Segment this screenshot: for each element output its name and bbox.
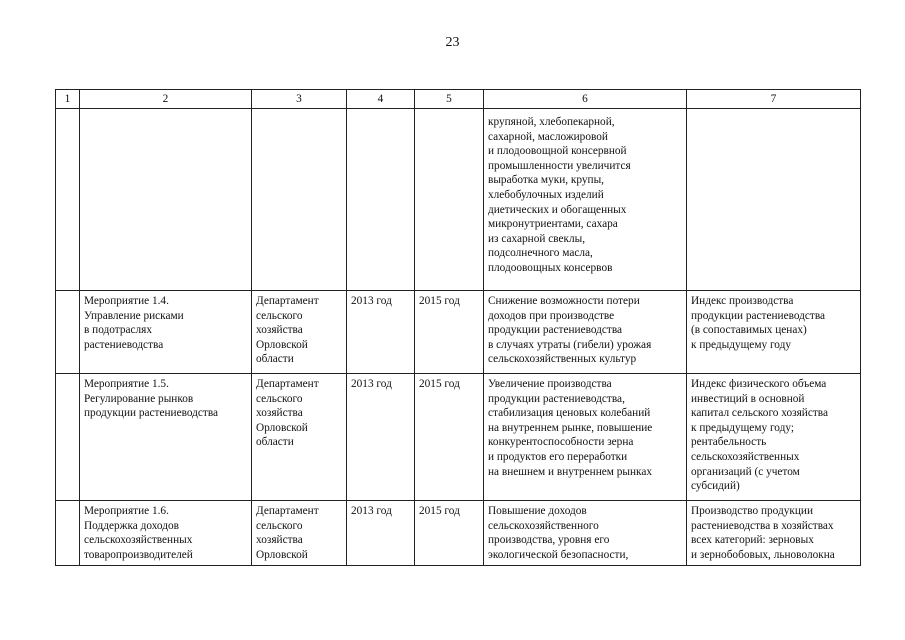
row-number-cell: [56, 291, 80, 374]
measure-name-cell: Мероприятие 1.6. Поддержка доходов сельскохозяйственных товаропроизводителей: [80, 501, 252, 566]
start-year-cell: 2013 год: [347, 291, 415, 374]
row-number-cell: [56, 501, 80, 566]
header-cell-1: 1: [56, 90, 80, 109]
table-row: [56, 109, 861, 291]
measure-name-cell: [80, 109, 252, 291]
executor-cell: [252, 109, 347, 291]
header-cell-3: 3: [252, 90, 347, 109]
executor-cell: Департамент сельского хозяйства Орловской области: [252, 291, 347, 374]
indicator-cell: [687, 109, 861, 291]
executor-cell: Департамент сельского хозяйства Орловской: [252, 501, 347, 566]
measure-name-cell: Мероприятие 1.5. Регулирование рынков продукции растениеводства: [80, 374, 252, 501]
start-year-cell: 2013 год: [347, 374, 415, 501]
start-year-cell: [347, 109, 415, 291]
end-year-cell: [415, 109, 484, 291]
executor-cell: Департамент сельского хозяйства Орловской области: [252, 374, 347, 501]
header-cell-2: 2: [80, 90, 252, 109]
header-cell-7: 7: [687, 90, 861, 109]
start-year-cell: 2013 год: [347, 501, 415, 566]
row-number-cell: [56, 374, 80, 501]
expected-result-cell: Увеличение производства продукции растениеводства, стабилизация ценовых колебаний на внутреннем рынке, повышение конкурентоспособности зерна и продуктов его переработки на внешнем и внутреннем рынках: [484, 374, 687, 501]
indicator-cell: Индекс физического объема инвестиций в основной капитал сельского хозяйства к предыдущему году; рентабельность сельскохозяйственных организаций (с учетом субсидий): [687, 374, 861, 501]
table-row: [56, 291, 861, 374]
header-cell-5: 5: [415, 90, 484, 109]
expected-result-cell: Повышение доходов сельскохозяйственного производства, уровня его экологической безопасности,: [484, 501, 687, 566]
header-cell-6: 6: [484, 90, 687, 109]
table-row: [56, 501, 861, 566]
end-year-cell: 2015 год: [415, 291, 484, 374]
row-number-cell: [56, 109, 80, 291]
measure-name-cell: Мероприятие 1.4. Управление рисками в подотраслях растениеводства: [80, 291, 252, 374]
end-year-cell: 2015 год: [415, 501, 484, 566]
indicator-cell: Индекс производства продукции растениеводства (в сопоставимых ценах) к предыдущему году: [687, 291, 861, 374]
header-cell-4: 4: [347, 90, 415, 109]
table-row: [56, 374, 861, 501]
expected-result-cell: Снижение возможности потери доходов при производстве продукции растениеводства в случаях утраты (гибели) урожая сельскохозяйственных культур: [484, 291, 687, 374]
end-year-cell: 2015 год: [415, 374, 484, 501]
program-table: [55, 89, 861, 566]
indicator-cell: Производство продукции растениеводства в хозяйствах всех категорий: зерновых и зернобобовых, льноволокна: [687, 501, 861, 566]
page-number: 23: [445, 35, 460, 50]
table-header-row: [56, 90, 861, 109]
expected-result-cell: крупяной, хлебопекарной, сахарной, масложировой и плодоовощной консервной промышленности увеличится выработка муки, крупы, хлебобулочных изделий диетических и обогащенных микронутриентами, сахара из сахарной свеклы, подсолнечного масла, плодоовощных консервов: [484, 109, 687, 291]
